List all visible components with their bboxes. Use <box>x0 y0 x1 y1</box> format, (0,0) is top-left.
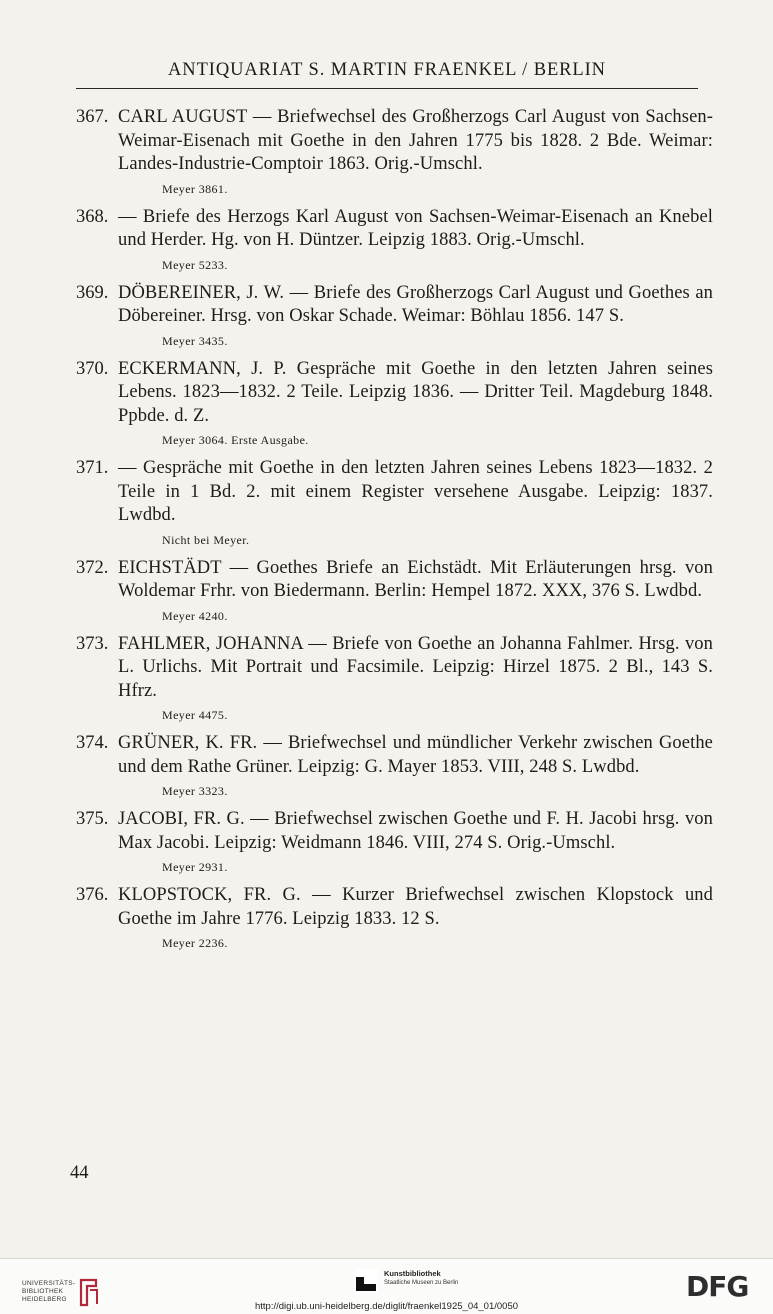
entry-description: DÖBEREINER, J. W. — Briefe des Großherzogs Carl August und Goethes an Döbereiner. Hrsg. von Oskar Schade. Weimar: Böhlau 1856. 147 S. <box>118 282 713 326</box>
catalog-entry <box>76 358 716 449</box>
entry-list <box>76 106 716 960</box>
kunstbibliothek-mark-icon <box>354 1269 378 1293</box>
kb-title: Kunstbibliothek <box>384 1269 441 1278</box>
university-name: UNIVERSITÄTS-BIBLIOTHEK HEIDELBERG <box>22 1280 76 1303</box>
entry-number: 373. <box>76 633 109 654</box>
entry-description: GRÜNER, K. FR. — Briefwechsel und mündlicher Verkehr zwischen Goethe und dem Rathe Grüner. Leipzig: G. Mayer 1853. VIII, 248 S. Lwdbd. <box>118 733 713 777</box>
entry-description: FAHLMER, JOHANNA — Briefe von Goethe an Johanna Fahlmer. Hrsg. von L. Urlichs. Mit Portrait und Facsimile. Leipzig: Hirzel 1875. 2 Bl., 143 S. Hfrz. <box>118 633 713 701</box>
entry-description: CARL AUGUST — Briefwechsel des Großherzogs Carl August von Sachsen-Weimar-Eisenach mit Goethe in den Jahren 1775 bis 1828. 2 Bde. Weimar: Landes-Industrie-Comptoir 1863. Orig.-Umschl. <box>118 107 713 174</box>
page-number: 44 <box>70 1163 89 1183</box>
entry-reference: Meyer 5233. <box>162 257 228 272</box>
university-library-logo[interactable] <box>10 1268 100 1304</box>
entry-reference: Meyer 4475. <box>162 708 228 722</box>
entry-description: — Briefe des Herzogs Karl August von Sachsen-Weimar-Eisenach an Knebel und Herder. Hg. von H. Düntzer. Leipzig 1883. Orig.-Umschl. <box>118 206 713 250</box>
entry-reference: Meyer 2236. <box>162 936 228 950</box>
catalog-entry <box>76 106 716 197</box>
entry-description: JACOBI, FR. G. — Briefwechsel zwischen Goethe und F. H. Jacobi hrsg. von Max Jacobi. Leipzig: Weidmann 1846. VIII, 274 S. Orig.-Umschl. <box>118 809 713 853</box>
kunstbibliothek-logo[interactable] <box>354 1267 494 1297</box>
entry-description: ECKERMANN, J. P. Gespräche mit Goethe in den letzten Jahren seines Lebens. 1823—1832. 2 Teile. Leipzig 1836. — Dritter Teil. Magdeburg 1848. Ppbde. d. Z. <box>118 358 713 426</box>
entry-description: — Gespräche mit Goethe in den letzten Jahren seines Lebens 1823—1832. 2 Teile in 1 Bd. 2. mit einem Register versehene Ausgabe. Leipzig: 1837. Lwdbd. <box>118 458 713 525</box>
catalog-entry <box>76 884 716 951</box>
entry-number: 374. <box>76 733 109 753</box>
viewer-footer <box>0 1258 773 1314</box>
entry-reference: Meyer 3323. <box>162 784 228 798</box>
catalog-entry <box>76 732 716 799</box>
catalog-entry <box>76 457 716 548</box>
entry-number: 367. <box>76 107 109 127</box>
kb-subtitle: Staatliche Museen zu Berlin <box>384 1280 459 1286</box>
entry-number: 369. <box>76 282 109 303</box>
permalink-url[interactable]: http://digi.ub.uni-heidelberg.de/diglit/fraenkel1925_04_01/0050 <box>254 1301 519 1312</box>
catalog-entry <box>76 282 716 349</box>
entry-reference: Meyer 3064. Erste Ausgabe. <box>162 433 309 447</box>
entry-reference: Nicht bei Meyer. <box>162 532 250 547</box>
catalog-entry <box>76 633 716 724</box>
running-head: ANTIQUARIAT S. MARTIN FRAENKEL / BERLIN <box>168 60 606 80</box>
entry-description: EICHSTÄDT — Goethes Briefe an Eichstädt. Mit Erläuterungen hrsg. von Woldemar Frhr. von Biedermann. Berlin: Hempel 1872. XXX, 376 S. Lwdbd. <box>118 557 713 601</box>
entry-number: 371. <box>76 458 109 478</box>
catalog-entry <box>76 206 716 273</box>
entry-description: KLOPSTOCK, FR. G. — Kurzer Briefwechsel zwischen Klopstock und Goethe im Jahre 1776. Leipzig 1833. 12 S. <box>118 885 713 929</box>
catalog-entry <box>76 557 716 624</box>
entry-reference: Meyer 2931. <box>162 860 228 874</box>
catalog-entry <box>76 808 716 875</box>
entry-reference: Meyer 3435. <box>162 333 228 348</box>
entry-number: 372. <box>76 557 109 578</box>
entry-number: 375. <box>76 809 109 829</box>
entry-reference: Meyer 4240. <box>162 608 228 623</box>
entry-number: 368. <box>76 206 109 227</box>
dfg-logo[interactable]: DFG <box>686 1270 749 1303</box>
header-rule <box>76 88 698 89</box>
entry-number: 376. <box>76 885 109 905</box>
entry-reference: Meyer 3861. <box>162 181 228 196</box>
entry-number: 370. <box>76 358 109 379</box>
